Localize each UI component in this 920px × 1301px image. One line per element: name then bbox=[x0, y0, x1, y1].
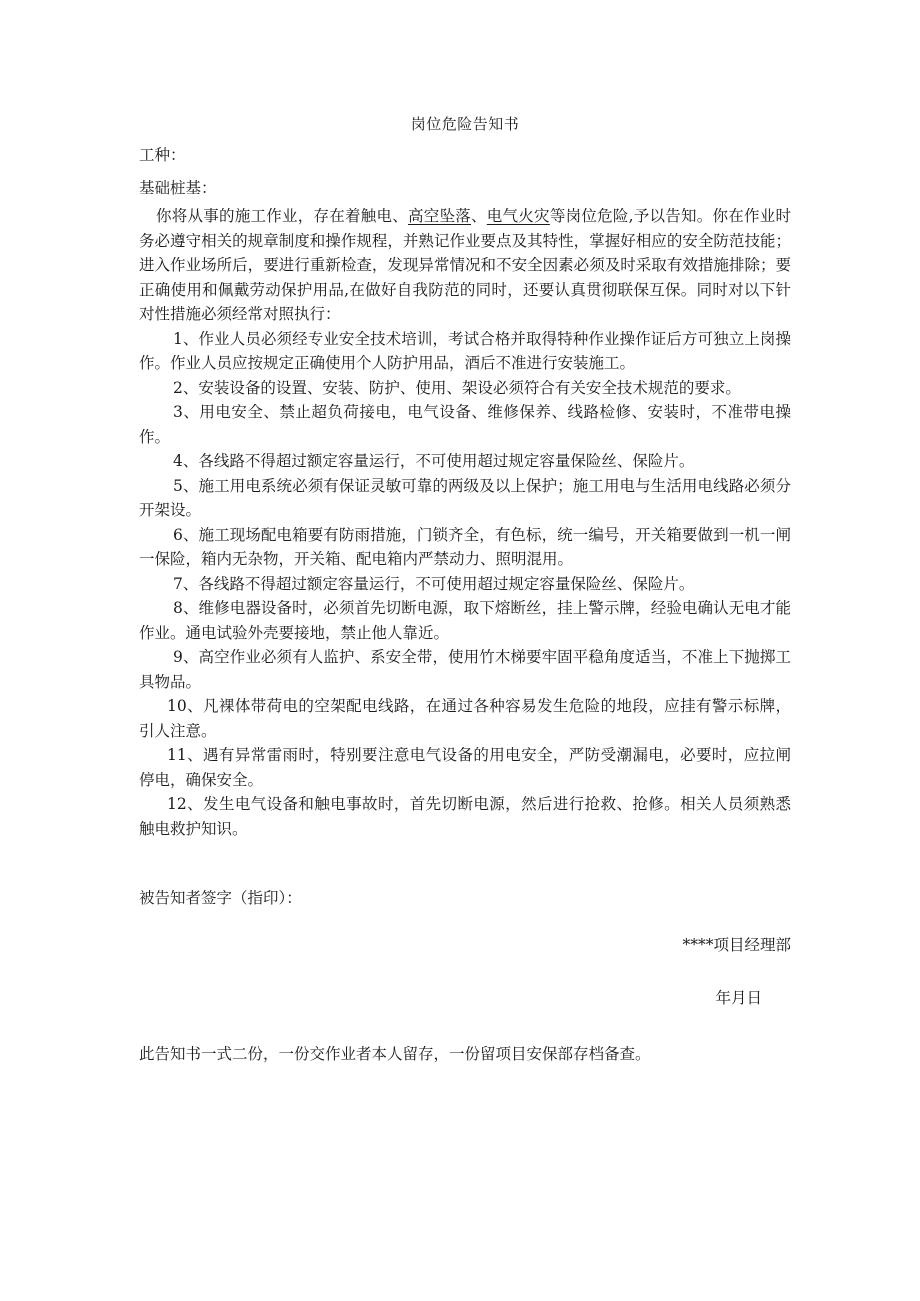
intro-text-part1: 你将从事的施工作业，存在着触电、 bbox=[156, 207, 409, 225]
measure-item-1: 1、作业人员必须经专业安全技术培训，考试合格并取得特种作业操作证后方可独立上岗操作。作业人员应按规定正确使用个人防护用品，酒后不准进行安装施工。 bbox=[139, 329, 791, 372]
measure-item-8: 8、维修电器设备时，必须首先切断电源，取下熔断丝，挂上警示牌，经验电确认无电才能作业。通电试验外壳要接地，禁止他人靠近。 bbox=[139, 599, 791, 642]
measure-item-6: 6、施工现场配电箱要有防雨措施，门锁齐全，有色标，统一编号，开关箱要做到一机一闸一保险，箱内无杂物，开关箱、配电箱内严禁动力、照明混用。 bbox=[139, 525, 791, 568]
date-line: 年月日 bbox=[715, 989, 762, 1007]
footer-note: 此告知书一式二份，一份交作业者本人留存，一份留项目安保部存档备查。 bbox=[139, 1045, 651, 1063]
hazard-fall-from-height: 高空坠落 bbox=[408, 207, 472, 225]
job-name: 基础桩基： bbox=[139, 179, 217, 197]
department-name: ****项目经理部 bbox=[682, 936, 791, 954]
intro-paragraph bbox=[139, 204, 791, 327]
job-type-label: 工种： bbox=[139, 146, 186, 164]
measure-item-11: 11、遇有异常雷雨时，特别要注意电气设备的用电安全，严防受潮漏电，必要时，应拉闸停电，确保安全。 bbox=[139, 746, 791, 789]
measure-item-12: 12、发生电气设备和触电事故时，首先切断电源，然后进行抢救、抢修。相关人员须熟悉触电救护知识。 bbox=[139, 795, 791, 838]
notice-body bbox=[139, 204, 791, 841]
measure-item-5: 5、施工用电系统必须有保证灵敏可靠的两级及以上保护；施工用电与生活用电线路必须分开架设。 bbox=[139, 476, 791, 519]
signature-label: 被告知者签字（指印）： bbox=[139, 889, 302, 907]
intro-separator: 、 bbox=[471, 207, 487, 225]
measure-item-9: 9、高空作业必须有人监护、系安全带，使用竹木梯要牢固平稳角度适当，不准上下抛掷工具物品。 bbox=[139, 648, 791, 691]
measure-item-3: 3、用电安全、禁止超负荷接电，电气设备、维修保养、线路检修、安装时，不准带电操作。 bbox=[139, 403, 791, 446]
document-title: 岗位危险告知书 bbox=[410, 115, 520, 133]
hazard-electrical-fire: 电气火灾 bbox=[486, 207, 550, 225]
measure-item-2: 2、安装设备的设置、安装、防护、使用、架设必须符合有关安全技术规范的要求。 bbox=[173, 378, 741, 397]
measure-item-4: 4、各线路不得超过额定容量运行，不可使用超过规定容量保险丝、保险片。 bbox=[173, 452, 695, 470]
intro-text-part2: 等岗位危险,予以告知。你在作业时务必遵守相关的规章制度和操作规程，并熟记作业要点及其特性，掌握好相应的安全防范技能；进入作业场所后，要进行重新检查，发现异常情况和不安全因素必须及时采取有效措施排除；要正确使用和佩戴劳动保护用品,在做好自我防范的同时，还要认真贯彻联保互保。同时对以下针对性措施必须经常对照执行： bbox=[139, 207, 791, 323]
measure-item-10: 10、凡裸体带荷电的空架配电线路，在通过各种容易发生危险的地段，应挂有警示标牌，引人注意。 bbox=[139, 697, 791, 740]
measure-item-7: 7、各线路不得超过额定容量运行，不可使用超过规定容量保险丝、保险片。 bbox=[173, 574, 695, 593]
